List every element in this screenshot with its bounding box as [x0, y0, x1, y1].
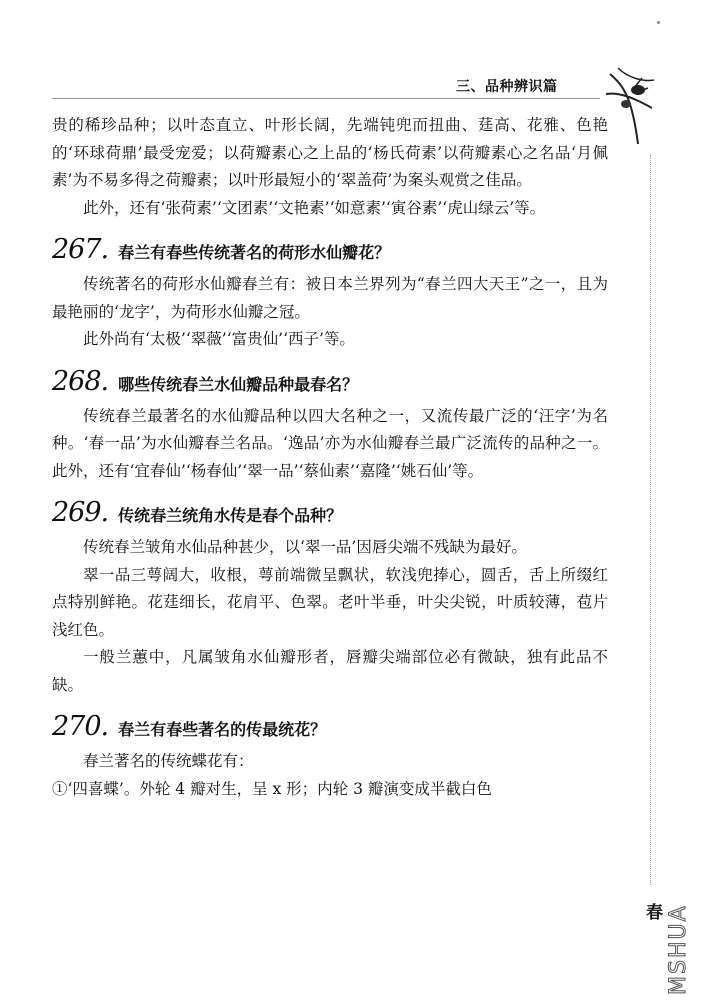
- body-paragraph: 传统著名的荷形水仙瓣春兰有：被日本兰界列为“春兰四大天王”之一，且为最艳丽的‘龙字’，为荷形水仙瓣之冠。: [52, 275, 608, 321]
- question-heading: [52, 234, 608, 265]
- question-title: 哪些传统春兰水仙瓣品种最春名？: [118, 374, 359, 394]
- question-title: 传统春兰统角水传是春个品种？: [118, 506, 343, 525]
- body-paragraph: 贵的稀珍品种；以叶态直立、叶形长阔，先端钝兜而扭曲、莛高、花雅、色艳的‘环球荷鼎’最受宠爱；以荷瓣素心之上品的‘杨氏荷素’以荷瓣素心之名品‘月佩素’为不易多得之荷瓣素；以叶形最短小的‘翠盖荷’为案头观赏之佳品。: [52, 116, 608, 189]
- watermark: MSHUA: [666, 904, 691, 995]
- question-heading: [52, 366, 608, 397]
- header-rule: [52, 98, 600, 99]
- question-number: 267.: [52, 234, 109, 265]
- margin-dotted-line: [650, 155, 651, 885]
- body-paragraph: 传统春兰最著名的水仙瓣品种以四大名种之一，又流传最广泛的‘汪字’为名种。‘春一品’为水仙瓣春兰名品。‘逸品’亦为水仙瓣春兰最广泛流传的品种之一。此外，还有‘宜春仙’‘杨春仙’‘翠一品’‘蔡仙素’‘嘉隆’‘姚石仙’等。: [52, 406, 608, 480]
- question-title: 春兰有春些著名的传最统花？: [118, 720, 327, 739]
- page-speck: [657, 21, 660, 24]
- question-heading: [52, 497, 608, 528]
- question-number: 270.: [52, 711, 109, 742]
- body-paragraph: 传统春兰皱角水仙品种甚少，以‘翠一品’因唇尖端不残缺为最好。: [83, 538, 527, 556]
- body-paragraph: 此外尚有‘太极’‘翠薇’‘富贵仙’‘西子’等。: [83, 330, 355, 348]
- body-paragraph: 一般兰蕙中，凡属皱角水仙瓣形者，唇瓣尖端部位必有微缺，独有此品不缺。: [52, 648, 608, 694]
- page-body: [52, 112, 608, 803]
- question-title: 春兰有春些传统著名的荷形水仙瓣花？: [118, 243, 391, 262]
- question-number: 269.: [52, 497, 109, 528]
- side-section-char: 春: [646, 903, 663, 923]
- question-number: 268.: [52, 365, 109, 397]
- orchid-ornament-icon: [604, 64, 656, 148]
- question-heading: [52, 711, 608, 742]
- body-paragraph: 翠一品三萼阔大，收根，萼前端微呈飘状，软浅兜捧心，圆舌，舌上所缀红点特别鲜艳。花莛细长，花肩平、色翠。老叶半垂，叶尖尖锐，叶质较薄，苞片浅红色。: [52, 565, 608, 639]
- running-header-title: 三、品种辨识篇: [456, 79, 558, 95]
- body-paragraph: ①‘四喜蝶’。外轮 4 瓣对生，呈 x 形；内轮 3 瓣演变成半截白色: [52, 779, 492, 798]
- body-paragraph: 此外，还有‘张荷素’‘文团素’‘文艳素’‘如意素’‘寅谷素’‘虎山绿云’等。: [83, 198, 546, 217]
- body-paragraph: 春兰著名的传统蝶花有：: [83, 752, 254, 770]
